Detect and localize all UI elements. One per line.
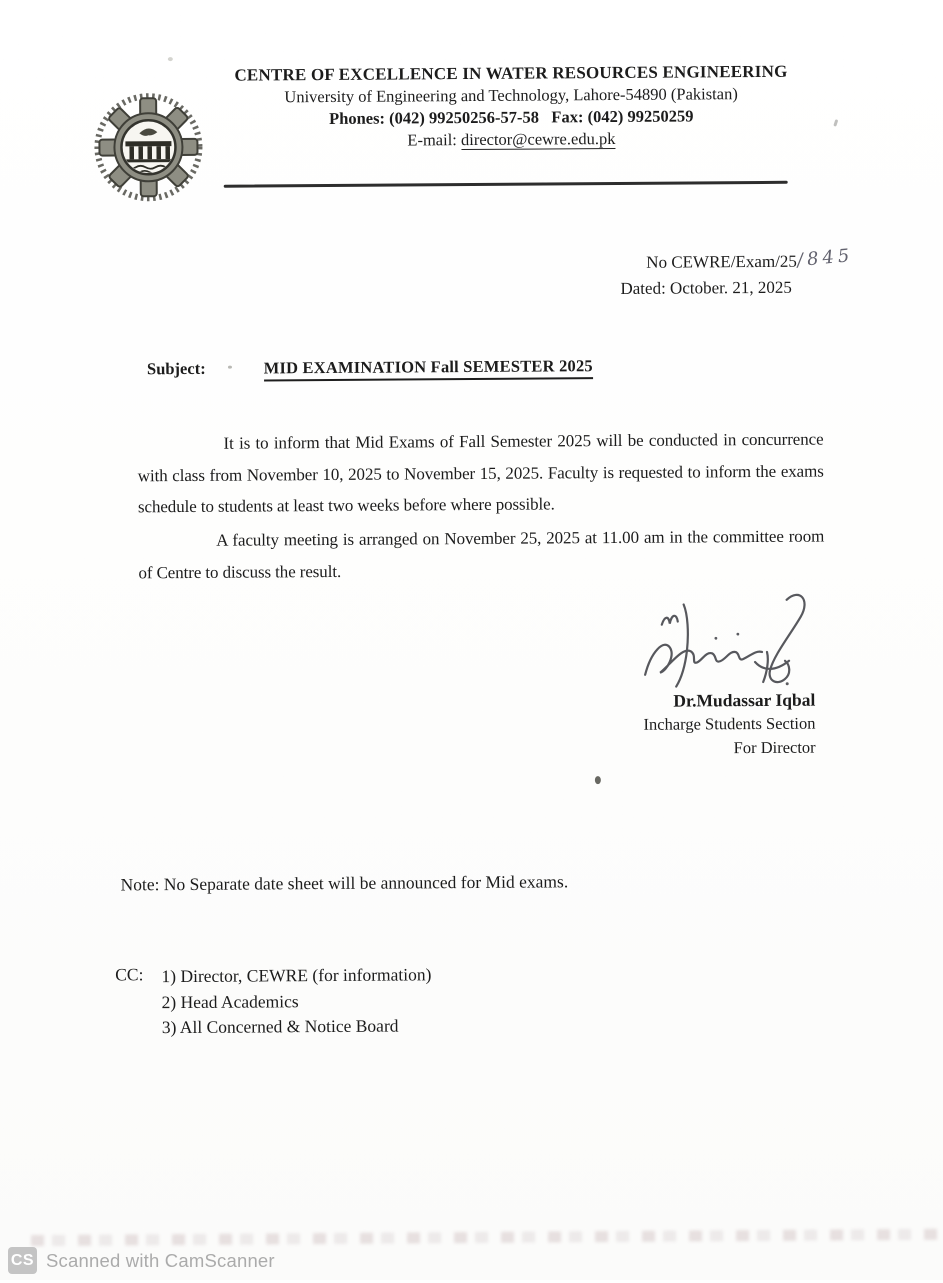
cewre-uet-logo [83,74,214,207]
email-line [209,127,813,153]
body-paragraph-1: It is to inform that Mid Exams of Fall Semester 2025 will be conducted in concurrence with class from November 10, 2025 to November 15, 2025. Faculty is requested to inform the exams schedule to students at least two weeks before where possible. [137,429,824,517]
letterhead [209,60,814,153]
reference-number-handwritten: /845 [795,244,854,272]
reference-number-printed: No CEWRE/Exam/25 [646,251,797,272]
email-label: E-mail: [407,130,462,150]
signatory-designation: Incharge Students Section [643,713,816,734]
scan-speck [168,57,173,61]
subject-label: Subject: [146,358,206,379]
cc-block [115,962,432,1041]
subject-title: MID EXAMINATION Fall SEMESTER 2025 [264,356,593,381]
signatory-name: Dr.Mudassar Iqbal [673,689,816,711]
cc-label: CC: [115,964,144,985]
cc-item-3: 3) All Concerned & Notice Board [161,1015,399,1038]
reference-block [620,244,854,302]
camscanner-watermark [8,1247,275,1274]
note-line: Note: No Separate date sheet will be announced for Mid exams. [120,871,569,895]
scan-speck [228,366,232,369]
university-line: University of Engineering and Technology, Lahore-54890 (Pakistan) [284,84,738,107]
cc-list [161,962,432,1040]
camscanner-text: Scanned with CamScanner [46,1249,275,1271]
scan-speck [595,776,601,784]
letter-date: Dated: October. 21, 2025 [620,277,792,298]
camscanner-icon: CS [8,1247,37,1274]
signatory-for-director: For Director [733,737,816,758]
reference-number [620,244,854,276]
handwritten-signature [637,588,820,697]
letterhead-divider [224,181,788,188]
body-paragraph-2: A faculty meeting is arranged on November 25, 2025 at 11.00 am in the committee room of Centre to discuss the result. [138,526,825,582]
cc-item-2: 2) Head Academics [161,990,299,1012]
subject-row [147,356,593,382]
signature-block [643,688,815,761]
cc-item-1: 1) Director, CEWRE (for information) [161,964,432,987]
scan-speck [833,119,838,127]
cutoff-text-bleed [31,1229,943,1246]
organization-name: CENTRE OF EXCELLENCE IN WATER RESOURCES ENGINEERING [234,61,788,85]
phones-fax-line: Phones: (042) 99250256-57-58 Fax: (042) 99250259 [329,106,694,128]
email-address: director@cewre.edu.pk [460,128,616,150]
